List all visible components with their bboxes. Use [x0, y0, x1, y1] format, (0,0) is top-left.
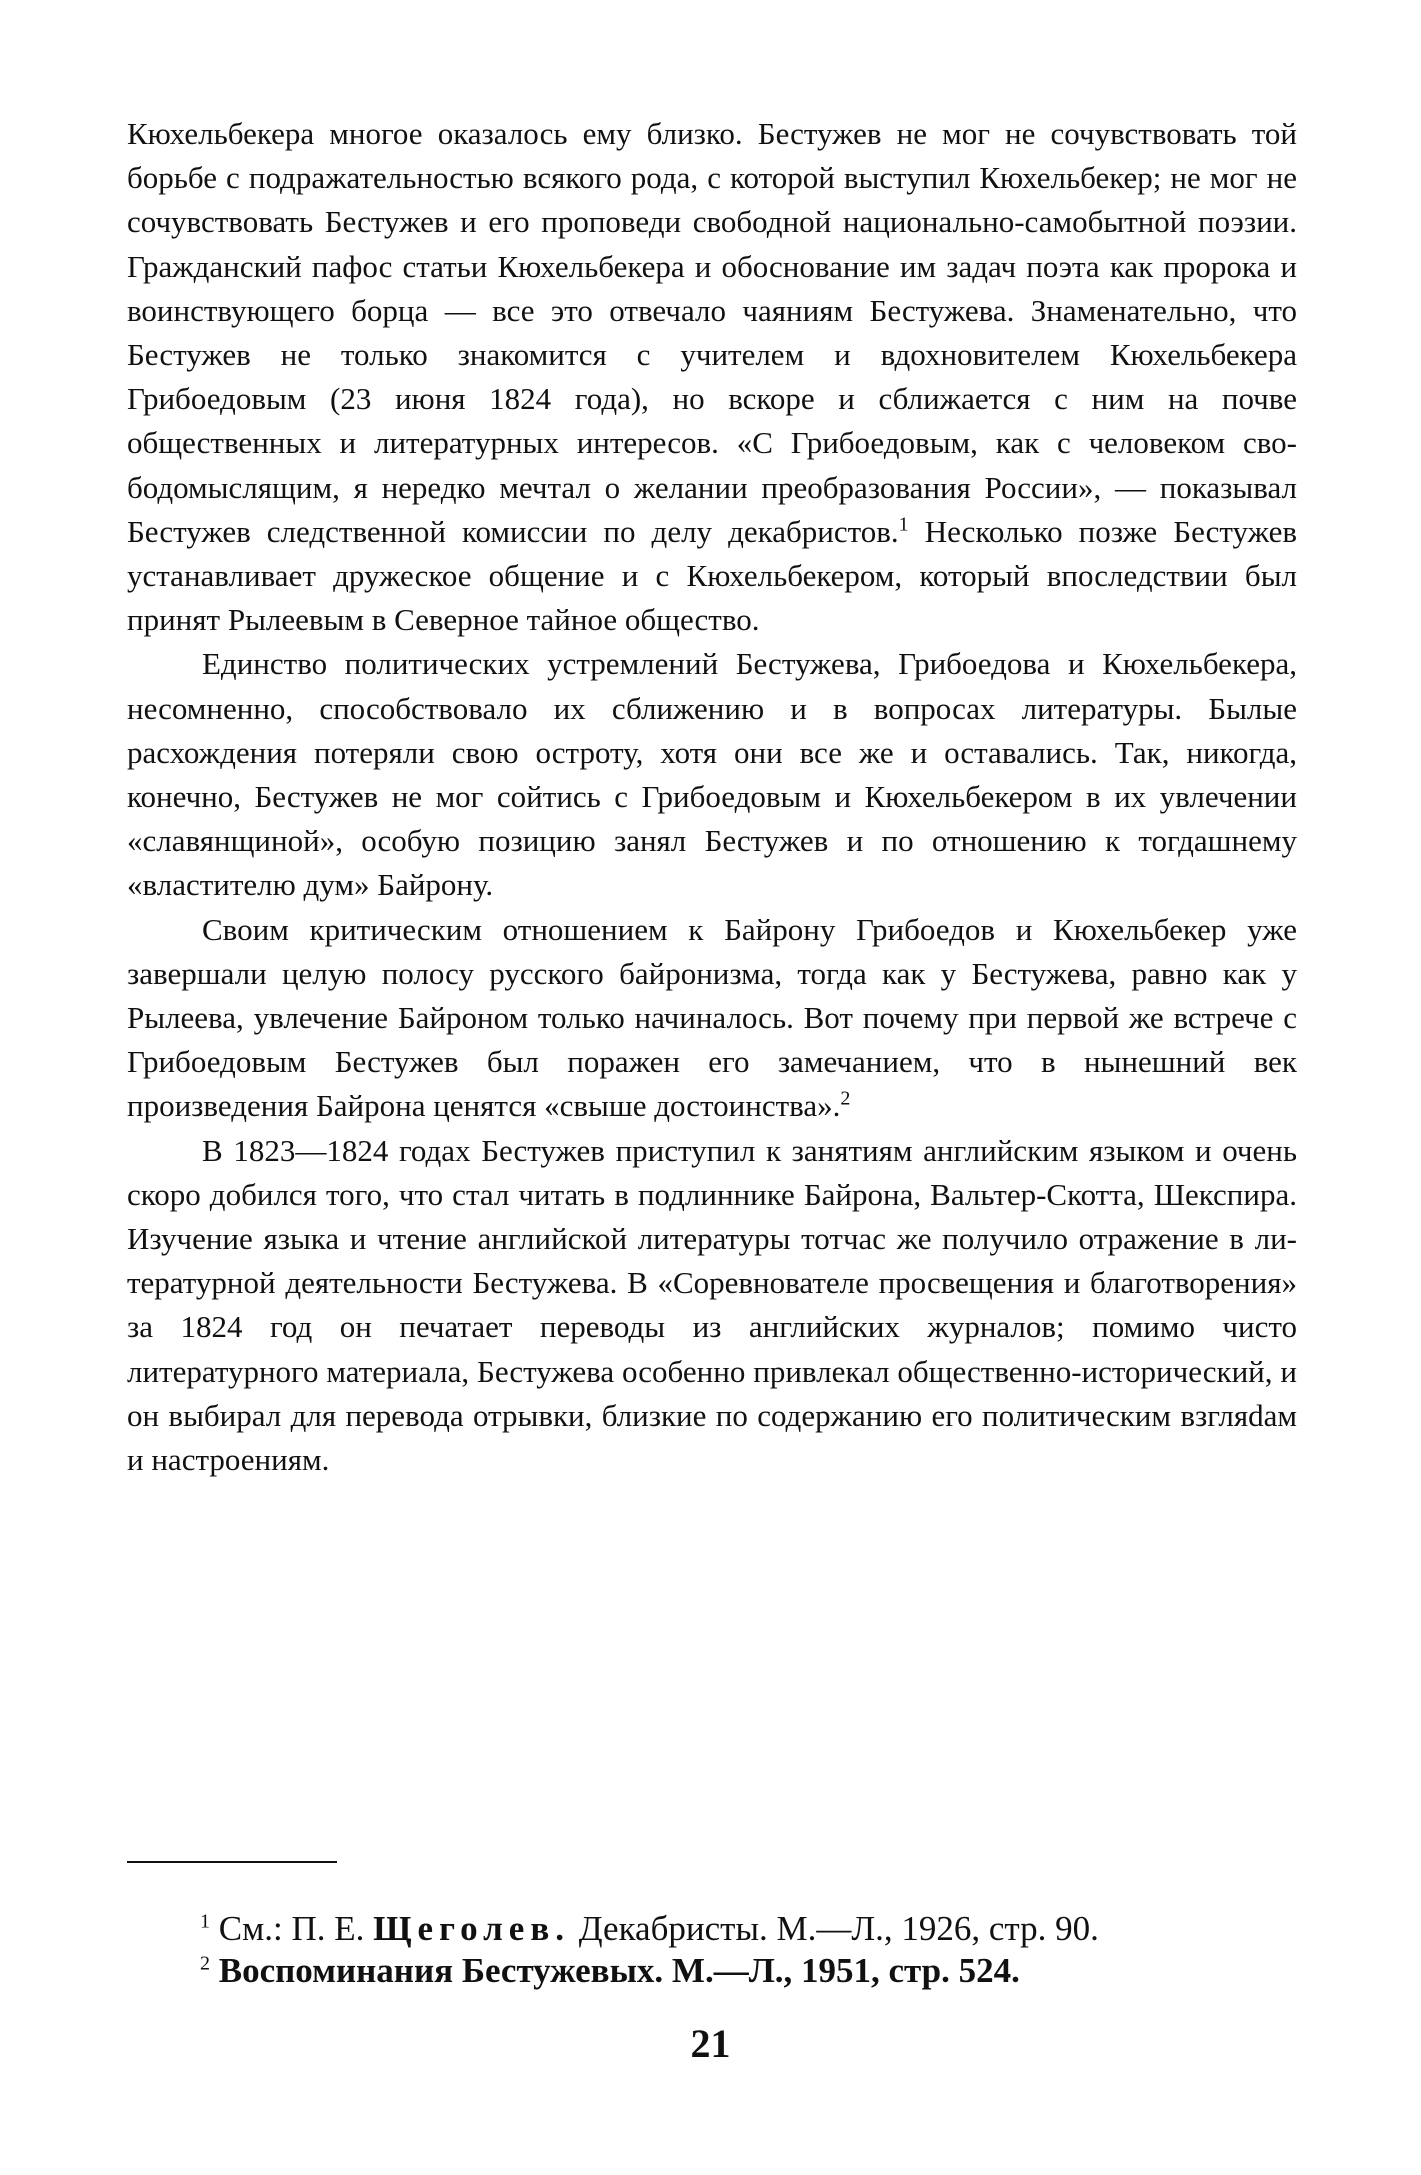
footnote-1-prefix: См.: П. Е. — [218, 1909, 374, 1948]
footnotes — [200, 1908, 1300, 1992]
page-body — [127, 112, 1297, 1482]
footnote-2-mark: 2 — [200, 1952, 210, 1975]
paragraph-3-text: Своим критическим отношением к Байрону Грибоедов и Кюхельбекер уже завершали целую полосу русского байронизма, тогда как у Бестужева, равно как у Рылеева, увлечение Байроном только начиналось. Вот почему при первой же встрече с Грибоедовым Бестужев был поражен его замечанием, что в нынешний век произведения Байрона ценятся «свыше достоинства». — [127, 911, 1297, 1124]
paragraph-4-text: В 1823—1824 годах Бестужев приступил к занятиям английским языком и очень скоро добился того, что стал читать в подлиннике Байрона, Вальтер-Скотта, Шекспира. Изучение языка и чтение английской литературы тотчас же получило отражение в литературной деятельности Бестужева. В «Соревнователе просвещения и благотворения» за 1824 год он печатает переводы из английских журналов; помимо чисто литературного материала, Бестужева особенно привлекал общественно-исторический, и он выбирал для перевода отрывки, близкие по содержанию его политическим взгляdам и настроениям. — [127, 1132, 1297, 1478]
paragraph-2 — [127, 642, 1297, 907]
footnote-1-author: Щеголев. — [373, 1909, 570, 1948]
footnote-1-mark: 1 — [200, 1910, 210, 1933]
footnote-divider — [127, 1861, 337, 1863]
footnote-ref-1[interactable]: 1 — [898, 513, 909, 536]
footnote-ref-2[interactable]: 2 — [840, 1088, 851, 1111]
paragraph-4 — [127, 1129, 1297, 1483]
footnote-1-rest: Декабристы. М.—Л., 1926, стр. 90. — [569, 1909, 1099, 1948]
paragraph-1-text-cont: Несколько позже Бестужев устанавливает дружеское общение и с Кюхельбекером, который впоследствии был принят Рылеевым в Северное тайное общество. — [127, 513, 1297, 638]
paragraph-1 — [127, 112, 1297, 642]
paragraph-2-text: Единство политических устремлений Бестужева, Грибоедова и Кюхельбекера, несомненно, способствовало их сближению и в вопросах литературы. Былые расхождения потеряли свою остроту, хотя они все же и оставались. Так, никогда, конечно, Бестужев не мог сойтись с Грибоедовым и Кюхельбекером в их увлечении «славянщиной», особую позицию занял Бестужев и по отношению к тогдашнему «властителю дум» Байрону. — [127, 646, 1297, 903]
footnote-2-text: Воспоминания Бестужевых. М.—Л., 1951, стр. 524. — [218, 1951, 1020, 1990]
footnote-1 — [200, 1908, 1300, 1950]
paragraph-1-text: Кюхельбекера многое оказалось ему близко. Бестужев не мог не сочувствовать той борьбе с подражательностью всякого рода, с которой выступил Кюхельбекер; не мог не сочувствовать Бестужев и его проповеди свободной национально-самобытной поэзии. Гражданский пафос статьи Кюхельбекера и обоснование им задач поэта как пророка и воинствующего борца — все это отвечало чаяниям Бестужева. Знаменательно, что Бестужев не только знакомится с учителем и вдохновителем Кюхельбекера Грибоедовым (23 июня 1824 года), но вскоре и сближается с ним на почве общественных и литературных интересов. «С Грибоедовым, как с человеком свободомыслящим, я нередко мечтал о желании преобразования России», — показывал Бестужев следственной комиссии по делу декабристов. — [127, 116, 1297, 549]
paragraph-3 — [127, 908, 1297, 1129]
page-number: 21 — [690, 2021, 731, 2066]
footnote-2 — [200, 1950, 1300, 1992]
